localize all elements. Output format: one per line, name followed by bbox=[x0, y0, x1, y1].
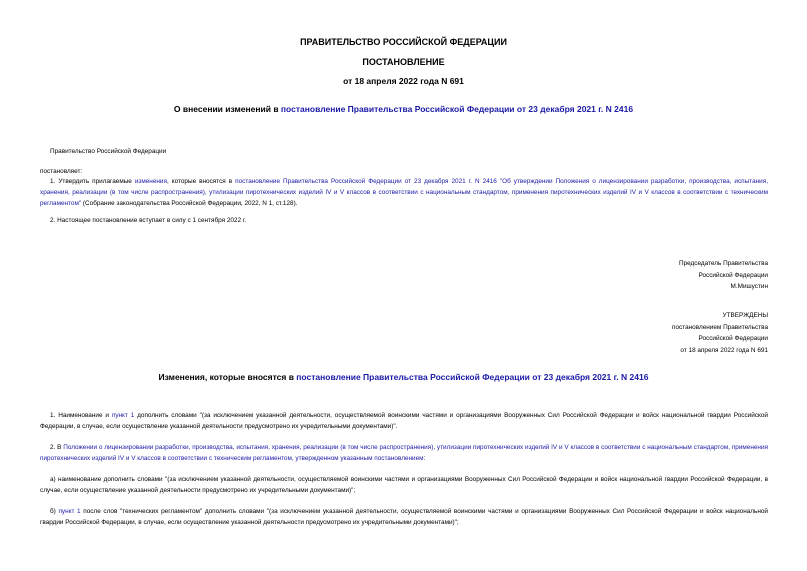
change-2-link[interactable]: Положении о лицензировании разработки, производства, испытания, хранения, реализации (в том числе распространения), утилизации пиротехнических изделий IV и V классов в соответствии с национальным стандартом, применения пиротехнических изделий IV и V классов в соответствии с техническим регламентом, утвержденном указанным постановлением bbox=[40, 444, 768, 462]
item-1-text-b: , которые вносятся в bbox=[166, 178, 236, 185]
item-1-link-decree[interactable]: постановление Правительства Российской Федерации от 23 декабря 2021 г. N 2416 "Об утверждении Положения о лицензировании разработки, производства, испытания, хранения, реализации (в том числе распространения), утилизации пиротехнических изделий IV и V классов в соответствии с национальным стандартом, применения пиротехнических изделий IV и V классов в соответствии с техническим регламентом" bbox=[40, 178, 768, 207]
changes-title-link[interactable]: постановление Правительства Российской Федерации от 23 декабря 2021 г. N 2416 bbox=[296, 372, 649, 382]
government-line bbox=[40, 146, 768, 157]
changes-title-text: Изменения, которые вносятся в bbox=[158, 372, 297, 382]
change-2b-text-a: б) bbox=[50, 508, 59, 515]
decides-line: постановляет: bbox=[40, 168, 83, 175]
change-2a-paragraph bbox=[40, 474, 768, 496]
approved-by: постановлением Правительства bbox=[672, 323, 768, 331]
approved-block bbox=[672, 310, 768, 356]
item-2-text: 2. Настоящее постановление вступает в силу с 1 сентября 2022 г. bbox=[50, 217, 247, 224]
change-1-text-b: дополнить словами "(за исключением указанной деятельности, осуществляемой воинскими частями и организациями Вооруженных Сил Российской Федерации и войск национальной гвардии Российской Федерации, в случае, если осуществление указанной деятельности предусмотрено их учредительными документами)". bbox=[40, 412, 768, 430]
document-title-text: О внесении изменений в bbox=[173, 104, 281, 114]
item-1-text-a: 1. Утвердить прилагаемые bbox=[50, 178, 135, 185]
signature-position: Председатель Правительства bbox=[679, 260, 768, 267]
document-title-link[interactable]: постановление Правительства Российской Федерации от 23 декабря 2021 г. N 2416 bbox=[280, 104, 634, 114]
item-1-link-changes[interactable]: изменения bbox=[134, 178, 167, 185]
approved-country: Российской Федерации bbox=[698, 335, 768, 342]
change-1-paragraph bbox=[40, 410, 768, 432]
document-title bbox=[0, 104, 807, 114]
document-type: ПОСТАНОВЛЕНИЕ bbox=[362, 57, 445, 67]
item-1-paragraph bbox=[40, 176, 768, 209]
change-1-link[interactable]: пункт 1 bbox=[111, 412, 135, 419]
government-line-text: Правительство Российской Федерации bbox=[50, 148, 167, 155]
change-2-text-a: 2. В bbox=[50, 444, 64, 451]
change-2-text-b: : bbox=[423, 455, 426, 462]
change-2a-text: а) наименование дополнить словами "(за исключением указанной деятельности, осуществляемой воинскими частями и организациями Вооруженных Сил Российской Федерации и войск национальной гвардии Российской Федерации, в случае, если осуществление указанной деятельности предусмотрено их учредительными документами)"; bbox=[40, 476, 768, 494]
item-2-paragraph bbox=[40, 215, 768, 226]
change-2-paragraph bbox=[40, 442, 768, 464]
government-heading: ПРАВИТЕЛЬСТВО РОССИЙСКОЙ ФЕДЕРАЦИИ bbox=[300, 37, 507, 47]
signature-country: Российской Федерации bbox=[698, 271, 768, 279]
changes-title bbox=[0, 372, 807, 382]
change-1-text-a: 1. Наименование и bbox=[50, 412, 112, 419]
approved-label: УТВЕРЖДЕНЫ bbox=[722, 312, 768, 319]
change-2b-link[interactable]: пункт 1 bbox=[58, 508, 81, 515]
change-2b-paragraph bbox=[40, 506, 768, 528]
document-date: от 18 апреля 2022 года N 691 bbox=[343, 76, 464, 86]
approved-date: от 18 апреля 2022 года N 691 bbox=[680, 346, 768, 354]
signature-block bbox=[679, 258, 768, 293]
signature-name: М.Мишустин bbox=[730, 283, 768, 290]
item-1-text-c: (Собрание законодательства Российской Федерации, 2022, N 1, ст.128). bbox=[81, 200, 298, 207]
change-2b-text-b: после слов "технических регламентом" дополнить словами "(за исключением указанной деятельности, осуществляемой воинскими частями и организациями Вооруженных Сил Российской Федерации и войск национальной гвардии Российской Федерации, в случае, если осуществление указанной деятельности предусмотрено их учредительными документами)"; bbox=[40, 508, 768, 526]
